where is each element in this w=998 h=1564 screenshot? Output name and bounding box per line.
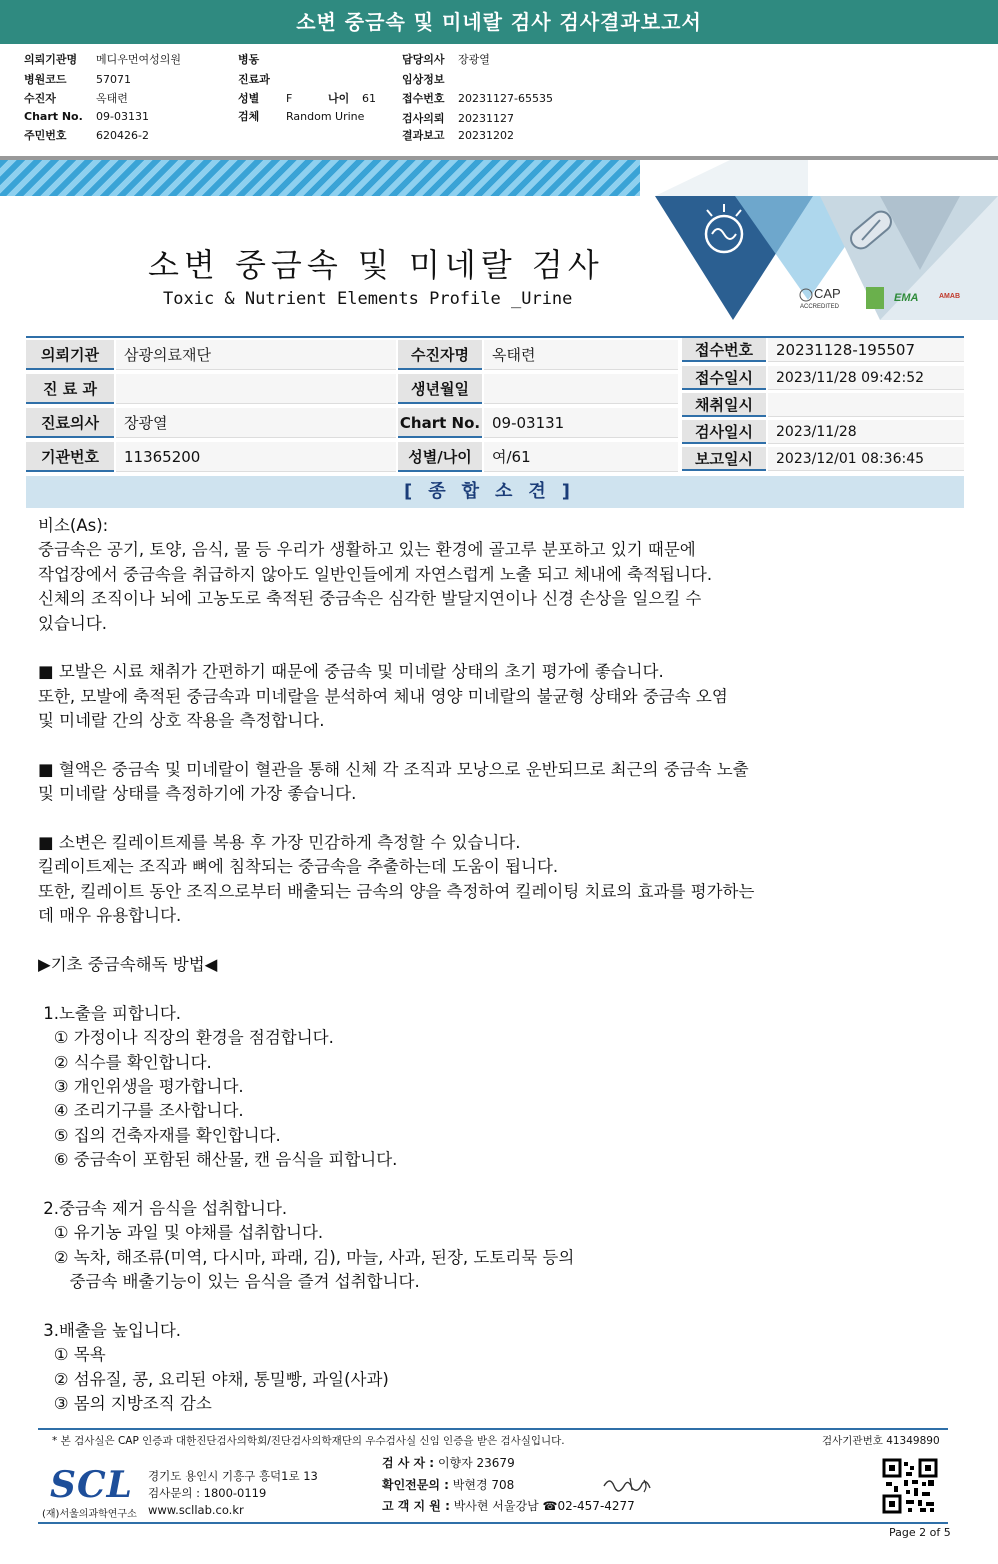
- header-field: 결과보고 20231202: [402, 129, 514, 142]
- header-field: 접수번호 20231127-65535: [402, 92, 553, 105]
- header-field: 의뢰기관명 메디우먼여성의원: [24, 53, 182, 66]
- opinion-line: 킬레이트제는 조직과 뼈에 침착되는 중금속을 추출하는데 도움이 됩니다.: [38, 857, 559, 877]
- report-header: [0, 44, 998, 160]
- lab-website[interactable]: www.scllab.co.kr: [148, 1503, 244, 1517]
- opinion-line: 데 매우 유용합니다.: [38, 906, 182, 926]
- info-label: 검사일시: [682, 420, 766, 444]
- header-field: 병동: [238, 53, 260, 66]
- lab-name: (재)서울의과학연구소: [42, 1509, 137, 1520]
- info-value: 옥태련: [484, 340, 678, 370]
- header-field: 성별 F 나이 61: [238, 92, 376, 105]
- info-label: 생년월일: [398, 374, 482, 404]
- info-label: 채취일시: [682, 393, 766, 417]
- info-value: 삼광의료재단: [116, 340, 396, 370]
- overall-opinion-title: [종합소견]: [26, 476, 964, 508]
- header-field: 수진자 옥태련: [24, 92, 128, 105]
- info-label: 접수일시: [682, 366, 766, 390]
- opinion-line: 중금속은 공기, 토양, 음식, 물 등 우리가 생활하고 있는 환경에 골고루 분포하고 있기 때문에: [38, 540, 696, 560]
- info-value: 11365200: [116, 442, 396, 472]
- patient-info-table: [26, 336, 964, 472]
- opinion-line: ① 가정이나 직장의 환경을 점검합니다.: [38, 1028, 334, 1048]
- opinion-line: 작업장에서 중금속을 취급하지 않아도 일반인들에게 자연스럽게 노출 되고 체내에 축적됩니다.: [38, 564, 713, 584]
- header-field: 검사의뢰 20231127: [402, 112, 514, 125]
- staff-list: [382, 1453, 635, 1518]
- footer-divider: [38, 1428, 948, 1430]
- header-field: 임상정보: [402, 73, 445, 86]
- opinion-line: 신체의 조직이나 뇌에 고농도로 축적된 중금속은 심각한 발달지연이나 신경 손상을 일으킬 수: [38, 589, 702, 609]
- report-title: 소변 중금속 및 미네랄 검사 검사결과보고서: [0, 0, 998, 44]
- opinion-line: [38, 1173, 958, 1197]
- opinion-line: 있습니다.: [38, 613, 108, 633]
- opinion-line: ■ 모발은 시료 채취가 간편하기 때문에 중금속 및 미네랄 상태의 초기 평가에 좋습니다.: [38, 662, 664, 682]
- lab-address: 경기도 용인시 기흥구 흥덕1로 13: [148, 1469, 318, 1483]
- header-field: 담당의사 장광열: [402, 53, 490, 66]
- qr-code-icon[interactable]: [882, 1458, 938, 1514]
- opinion-line: ⑥ 중금속이 포함된 해산물, 캔 음식을 피합니다.: [38, 1150, 398, 1170]
- amab-logo: AMAB: [939, 293, 960, 300]
- opinion-line: 3.배출을 높입니다.: [38, 1320, 182, 1340]
- staff-row: 확인전문의 : 박현경 708: [382, 1477, 515, 1492]
- opinion-line: ② 녹차, 해조류(미역, 다시마, 파래, 김), 마늘, 사과, 된장, 도토리묵 등의: [38, 1247, 575, 1267]
- staff-row: 검 사 자 : 이향자 23679: [382, 1456, 515, 1470]
- lab-phone: 검사문의 : 1800-0119: [148, 1486, 267, 1500]
- page-number: Page 2 of 5: [889, 1526, 951, 1539]
- banner-subtitle: Toxic & Nutrient Elements Profile _Urine: [163, 289, 573, 309]
- header-field: 병원코드 57071: [24, 73, 131, 86]
- info-value: 2023/11/28: [768, 420, 964, 444]
- info-label: 성별/나이: [398, 442, 482, 472]
- opinion-line: 또한, 킬레이트 동안 조직으로부터 배출되는 금속의 양을 측정하여 킬레이팅 치료의 효과를 평가하는: [38, 881, 755, 901]
- opinion-line: [38, 929, 958, 953]
- org-code: 검사기관번호 41349890: [822, 1435, 940, 1447]
- opinion-line: [38, 807, 958, 831]
- info-label: Chart No.: [398, 408, 482, 438]
- opinion-line: 1.노출을 피합니다.: [38, 1003, 182, 1023]
- header-field: 검체 Random Urine: [238, 110, 365, 123]
- header-field: Chart No. 09-03131: [24, 110, 149, 123]
- info-value: [484, 374, 678, 404]
- info-label: 진 료 과: [26, 374, 114, 404]
- info-label: 보고일시: [682, 447, 766, 471]
- opinion-line: ④ 조리기구를 조사합니다.: [38, 1101, 244, 1121]
- info-value: [116, 374, 396, 404]
- info-value: [768, 393, 964, 417]
- cap-logo: CAP: [814, 286, 841, 301]
- info-value: 20231128-195507: [768, 338, 964, 362]
- info-value: 09-03131: [484, 408, 678, 438]
- opinion-line: [38, 1295, 958, 1319]
- opinion-line: ① 유기농 과일 및 야채를 섭취합니다.: [38, 1223, 324, 1243]
- staff-row: 고 객 지 원 : 박사현 서울강남 ☎02-457-4277: [382, 1499, 635, 1513]
- opinion-line: 비소(As):: [38, 516, 109, 535]
- ema-logo: EMA: [894, 292, 919, 304]
- info-value: 2023/12/01 08:36:45: [768, 447, 964, 471]
- opinion-line: 중금속 배출기능이 있는 음식을 즐겨 섭취합니다.: [38, 1272, 420, 1292]
- opinion-line: ① 목욕: [38, 1345, 106, 1365]
- accreditation-note: * 본 검사실은 CAP 인증과 대한진단검사의학회/진단검사의학재단의 우수검사실 신임 인증을 받은 검사실입니다.: [52, 1435, 565, 1447]
- info-label: 접수번호: [682, 338, 766, 362]
- opinion-line: ■ 혈액은 중금속 및 미네랄이 혈관을 통해 신체 각 조직과 모낭으로 운반되므로 최근의 중금속 노출: [38, 759, 749, 779]
- info-label: 기관번호: [26, 442, 114, 472]
- info-value: 2023/11/28 09:42:52: [768, 366, 964, 390]
- accredited-text: ACCREDITED: [800, 304, 840, 310]
- opinion-line: 및 미네랄 간의 상호 작용을 측정합니다.: [38, 711, 325, 731]
- opinion-line: ■ 소변은 킬레이트제를 복용 후 가장 민감하게 측정할 수 있습니다.: [38, 833, 521, 853]
- opinion-body: [38, 514, 958, 1416]
- info-label: 진료의사: [26, 408, 114, 438]
- lab-contact: [148, 1468, 318, 1519]
- info-label: 의뢰기관: [26, 340, 114, 370]
- footer-divider-bottom: [38, 1522, 948, 1524]
- opinion-line: [38, 734, 958, 758]
- opinion-line: ② 식수를 확인합니다.: [38, 1052, 212, 1072]
- info-value: 여/61: [484, 442, 678, 472]
- opinion-line: 또한, 모발에 축적된 중금속과 미네랄을 분석하여 체내 영양 미네랄의 불균형 상태와 중금속 오염: [38, 686, 728, 706]
- opinion-line: ③ 개인위생을 평가합니다.: [38, 1076, 244, 1096]
- header-field: 주민번호 620426-2: [24, 129, 149, 142]
- header-field: 진료과: [238, 73, 270, 86]
- opinion-line: ② 섬유질, 콩, 요리된 야채, 통밀빵, 과일(사과): [38, 1369, 389, 1389]
- info-value: 장광열: [116, 408, 396, 438]
- opinion-line: ⑤ 집의 건축자재를 확인합니다.: [38, 1125, 281, 1145]
- signature-icon: [600, 1472, 660, 1498]
- banner-title: 소변 중금속 및 미네랄 검사: [148, 246, 604, 284]
- opinion-line: [38, 636, 958, 660]
- opinion-line: ▶기초 중금속해독 방법◀: [38, 955, 218, 975]
- info-label: 수진자명: [398, 340, 482, 370]
- opinion-line: ③ 몸의 지방조직 감소: [38, 1394, 212, 1414]
- opinion-line: 2.중금속 제거 음식을 섭취합니다.: [38, 1198, 288, 1218]
- scl-logo: SCL: [50, 1464, 133, 1506]
- opinion-line: 및 미네랄 상태를 측정하기에 가장 좋습니다.: [38, 784, 357, 804]
- opinion-line: [38, 977, 958, 1001]
